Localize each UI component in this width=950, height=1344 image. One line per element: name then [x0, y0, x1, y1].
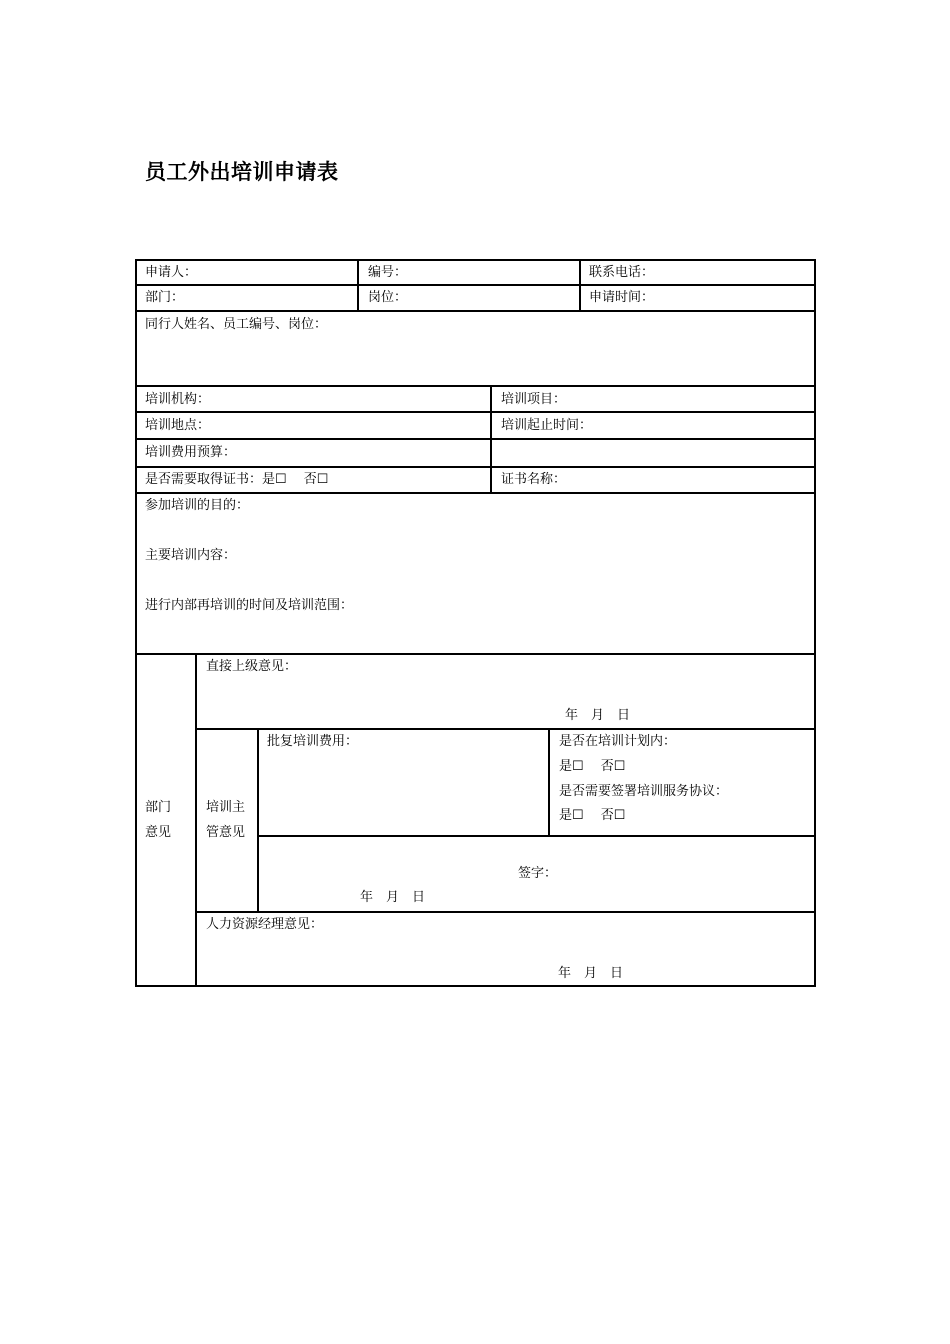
rule — [135, 310, 816, 312]
applicant-label: 申请人： — [145, 265, 198, 280]
rule — [490, 385, 492, 493]
rule — [135, 653, 816, 655]
department-label: 部门： — [145, 290, 185, 305]
application-form — [135, 259, 815, 986]
rule — [257, 835, 816, 837]
internal-training-label: 进行内部再培训的时间及培训范围： — [145, 598, 354, 613]
rule — [196, 728, 816, 730]
institution-label: 培训机构： — [145, 392, 211, 407]
location-label: 培训地点： — [145, 418, 211, 433]
supervisor-date: 年 月 日 — [565, 708, 631, 723]
hr-date: 年 月 日 — [558, 966, 624, 981]
agreement-label: 是否需要签署培训服务协议： — [559, 784, 729, 799]
certificate-name-label: 证书名称： — [501, 472, 567, 487]
border-right — [814, 259, 816, 987]
manager-date: 年 月 日 — [360, 890, 426, 905]
in-plan-label: 是否在培训计划内： — [559, 734, 677, 749]
rule — [135, 284, 816, 286]
border-top — [135, 259, 816, 261]
rule — [135, 492, 816, 494]
in-plan-choice: 是☐ 否☐ — [559, 759, 626, 774]
rule — [195, 653, 197, 987]
rule — [257, 728, 259, 912]
rule — [135, 466, 816, 468]
number-label: 编号： — [368, 265, 408, 280]
supervisor-opinion-label: 直接上级意见： — [206, 659, 298, 674]
page-title: 员工外出培训申请表 — [145, 160, 339, 184]
apply-time-label: 申请时间： — [589, 290, 655, 305]
border-bottom — [135, 985, 816, 987]
agreement-choice: 是☐ 否☐ — [559, 808, 626, 823]
content-label: 主要培训内容： — [145, 548, 237, 563]
training-manager-label-2: 管意见 — [206, 825, 246, 840]
budget-label: 培训费用预算： — [145, 445, 237, 460]
training-manager-label-1: 培训主 — [206, 800, 246, 815]
position-label: 岗位： — [368, 290, 408, 305]
rule — [357, 259, 359, 311]
phone-label: 联系电话： — [589, 265, 655, 280]
dept-opinion-label-1: 部门 — [145, 800, 172, 815]
dept-opinion-label-2: 意见 — [145, 825, 172, 840]
rule — [135, 438, 816, 440]
rule — [548, 728, 550, 836]
period-label: 培训起止时间： — [501, 418, 593, 433]
certificate-needed-label: 是否需要取得证书：是☐ 否☐ — [145, 472, 329, 487]
rule — [135, 411, 816, 413]
companions-label: 同行人姓名、员工编号、岗位： — [145, 317, 328, 332]
goal-label: 参加培训的目的： — [145, 498, 250, 513]
approve-fee-label: 批复培训费用： — [267, 734, 359, 749]
rule — [135, 385, 816, 387]
rule — [196, 911, 816, 913]
border-left — [135, 259, 137, 987]
signature-label: 签字： — [518, 866, 558, 881]
hr-opinion-label: 人力资源经理意见： — [206, 917, 324, 932]
rule — [579, 259, 581, 311]
project-label: 培训项目： — [501, 392, 567, 407]
